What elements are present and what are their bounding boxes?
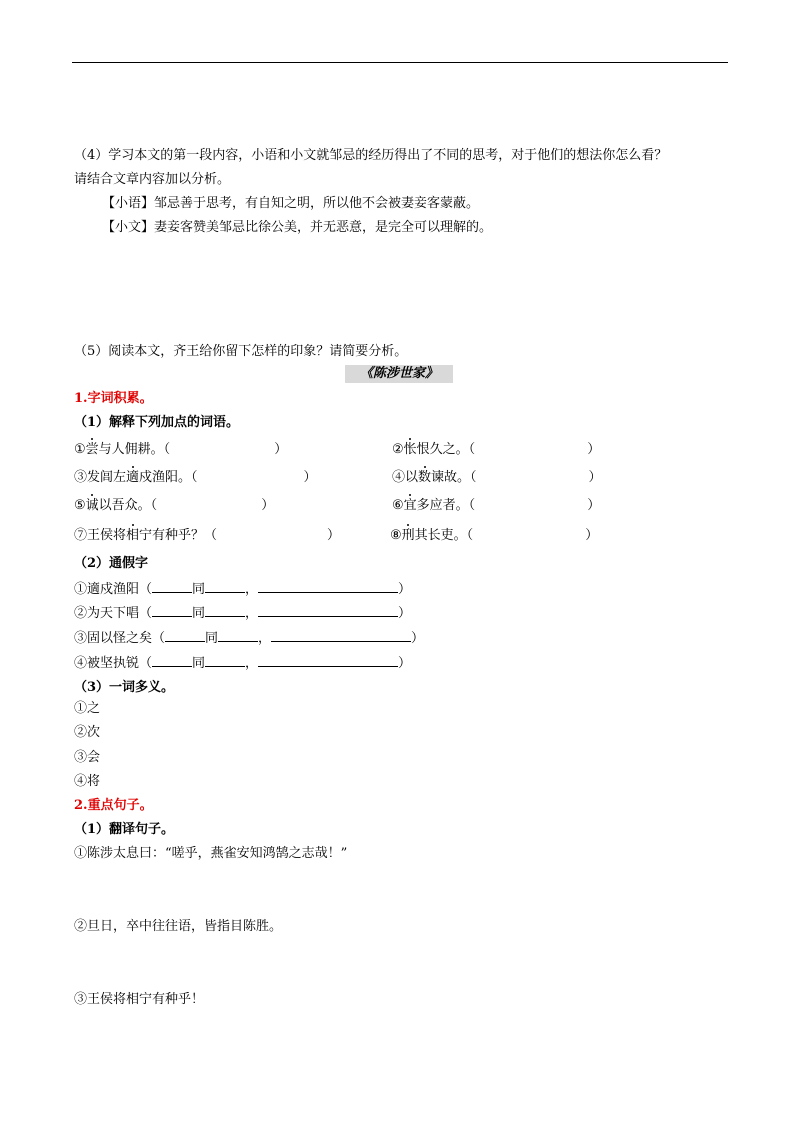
polysemy-item-4: ④将 [74,774,101,789]
section-title: 《陈涉世家》 [345,365,453,383]
vocab-item-7: ⑦王侯将相宁有种乎？（ ） [74,528,341,543]
polysemy-item-1: ①之 [74,701,101,716]
vocab-item-1: ①尝与人佣耕。（ ） [74,442,288,457]
answer-blank [152,604,192,617]
tongjia-item-3: ③固以怪之矣（ 同 ， ） [74,631,425,646]
vocab-item-8: ⑧刑其长吏。（ ） [390,528,599,543]
polysemy-item-3: ③会 [74,750,101,765]
dotted-char: 尝 [85,442,99,457]
q4-xiaowen-view: 【小文】妻妾客赞美邹忌比徐公美，并无恶意，是完全可以理解的。 [102,220,493,235]
tongjia-item-1: ①適戍渔阳（ 同 ， ） [74,582,412,597]
tongjia-item-2: ②为天下唱（ 同 ， ） [74,606,412,621]
part1-sub2-heading: （2）通假字 [74,556,149,571]
dotted-char: 诚 [85,498,99,513]
vocab-item-2: ②怅恨久之。（ ） [392,442,601,457]
dotted-char: 怅 [403,442,417,457]
part1-sub3-heading: （3）一词多义。 [74,680,175,695]
dotted-char: 適 [126,470,140,485]
translate-item-2: ②旦日，卒中往往语，皆指目陈胜。 [74,919,283,934]
answer-blank [258,654,398,667]
answer-blank [271,629,411,642]
part1-heading: 1.字词积累。 [74,391,153,406]
polysemy-item-2: ②次 [74,725,101,740]
answer-blank [218,629,258,642]
vocab-item-4: ④以数谏故。（ ） [392,470,602,485]
header-rule [72,62,728,63]
vocab-item-5: ⑤诚以吾众。（ ） [74,498,275,513]
answer-blank [258,604,398,617]
part1-sub1-heading: （1）解释下列加点的词语。 [74,415,240,430]
q4-prompt-line1: （4）学习本文的第一段内容，小语和小文就邹忌的经历得出了不同的思考，对于他们的想法你怎么看？ [74,148,668,163]
vocab-row-4 [74,528,734,546]
vocab-item-6: ⑥宜多应者。（ ） [392,498,601,513]
vocab-row-3 [74,498,734,516]
part2-heading: 2.重点句子。 [74,798,153,813]
dotted-char: 刑 [401,528,415,543]
part2-sub1-heading: （1）翻译句子。 [74,822,175,837]
vocab-item-3: ③发闾左適戍渔阳。（ ） [74,470,317,485]
answer-blank [258,580,398,593]
translate-item-3: ③王侯将相宁有种乎！ [74,992,205,1007]
answer-blank [205,604,245,617]
answer-blank [152,654,192,667]
q5-prompt: （5）阅读本文，齐王给你留下怎样的印象？请简要分析。 [74,344,408,359]
vocab-row-2 [74,470,734,488]
answer-blank [205,580,245,593]
dotted-char: 相 [126,528,140,543]
answer-blank [165,629,205,642]
answer-blank [205,654,245,667]
tongjia-item-4: ④被坚执锐（ 同 ， ） [74,656,412,671]
vocab-row-1 [74,442,734,460]
q4-prompt-line2: 请结合文章内容加以分析。 [74,172,231,187]
translate-item-1: ①陈涉太息曰：“嗟乎，燕雀安知鸿鹄之志哉！” [74,846,348,861]
q4-xiaoyu-view: 【小语】邹忌善于思考，有自知之明，所以他不会被妻妾客蒙蔽。 [102,196,480,211]
dotted-char: 数 [418,470,432,485]
dotted-char: 宜 [403,498,417,513]
answer-blank [152,580,192,593]
